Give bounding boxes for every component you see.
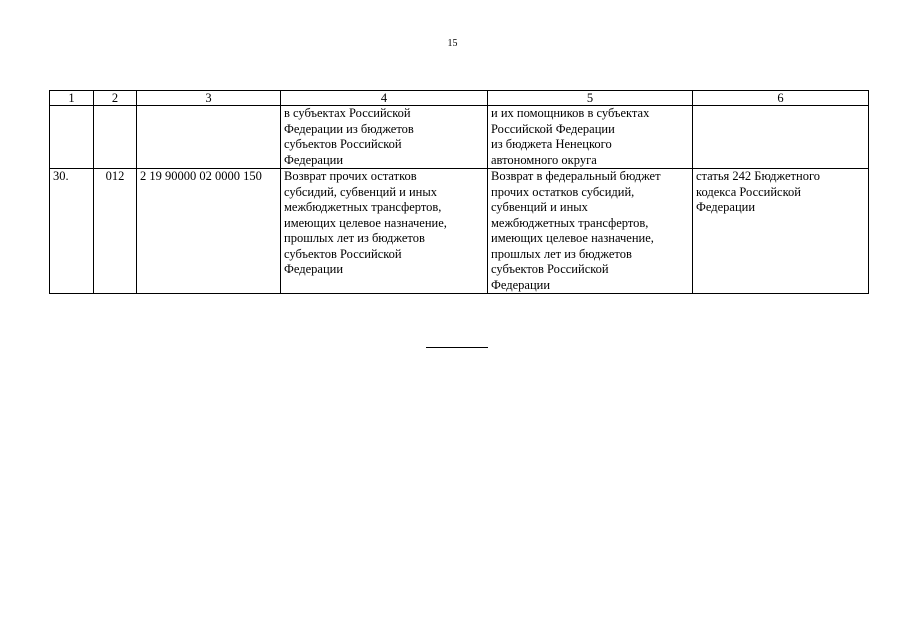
text-line: Российской Федерации bbox=[491, 121, 615, 136]
cell-continuation-col5 bbox=[488, 106, 693, 169]
text-line: имеющих целевое назначение, bbox=[284, 215, 447, 230]
cell-row30-col4 bbox=[281, 169, 488, 294]
text-line: Федерации bbox=[696, 200, 756, 214]
divider-line bbox=[426, 347, 488, 348]
cell-empty bbox=[137, 106, 281, 169]
text-line: субвенций и иных bbox=[491, 200, 588, 214]
header-col-2: 2 bbox=[94, 91, 137, 106]
text-line: кодекса Российской bbox=[696, 184, 801, 199]
text-line: имеющих целевое назначение, bbox=[491, 231, 654, 245]
text-line: Федерации из бюджетов bbox=[284, 121, 414, 136]
cell-continuation-col4 bbox=[281, 106, 488, 169]
text-line: прошлых лет из бюджетов bbox=[284, 231, 425, 245]
header-col-6: 6 bbox=[693, 91, 869, 106]
text-line: Федерации bbox=[284, 262, 344, 276]
text-line: субъектов Российской bbox=[284, 246, 402, 261]
text-line: в субъектах Российской bbox=[284, 106, 411, 120]
table-row-continuation bbox=[50, 106, 869, 169]
text-line: статья 242 Бюджетного bbox=[696, 169, 821, 183]
text-line: Федерации bbox=[284, 152, 344, 167]
row-number: 30. bbox=[50, 169, 94, 294]
page-number: 15 bbox=[447, 38, 458, 49]
table-row-30 bbox=[50, 169, 869, 294]
text-line: субъектов Российской bbox=[284, 137, 402, 151]
kbk-code: 2 19 90000 02 0000 150 bbox=[137, 169, 281, 294]
header-col-4: 4 bbox=[281, 91, 488, 106]
cell-row30-col6 bbox=[693, 169, 869, 294]
text-line: из бюджета Ненецкого bbox=[491, 137, 612, 151]
text-line: межбюджетных трансфертов, bbox=[284, 200, 442, 214]
cell-row30-col5 bbox=[488, 169, 693, 294]
budget-table bbox=[49, 90, 869, 294]
admin-code: 012 bbox=[94, 169, 137, 294]
text-line: автономного округа bbox=[491, 152, 597, 167]
cell-empty bbox=[693, 106, 869, 169]
header-col-3: 3 bbox=[137, 91, 281, 106]
text-line: субъектов Российской bbox=[491, 262, 609, 276]
text-line: межбюджетных трансфертов, bbox=[491, 215, 649, 230]
header-col-1: 1 bbox=[50, 91, 94, 106]
text-line: Возврат в федеральный бюджет bbox=[491, 169, 661, 183]
text-line: прочих остатков субсидий, bbox=[491, 184, 635, 199]
text-line: прошлых лет из бюджетов bbox=[491, 246, 632, 261]
header-col-5: 5 bbox=[488, 91, 693, 106]
text-line: субсидий, субвенций и иных bbox=[284, 184, 437, 199]
header-row bbox=[50, 91, 869, 106]
cell-empty bbox=[50, 106, 94, 169]
text-line: Федерации bbox=[491, 277, 551, 292]
cell-empty bbox=[94, 106, 137, 169]
text-line: и их помощников в субъектах bbox=[491, 106, 650, 120]
text-line: Возврат прочих остатков bbox=[284, 169, 417, 183]
